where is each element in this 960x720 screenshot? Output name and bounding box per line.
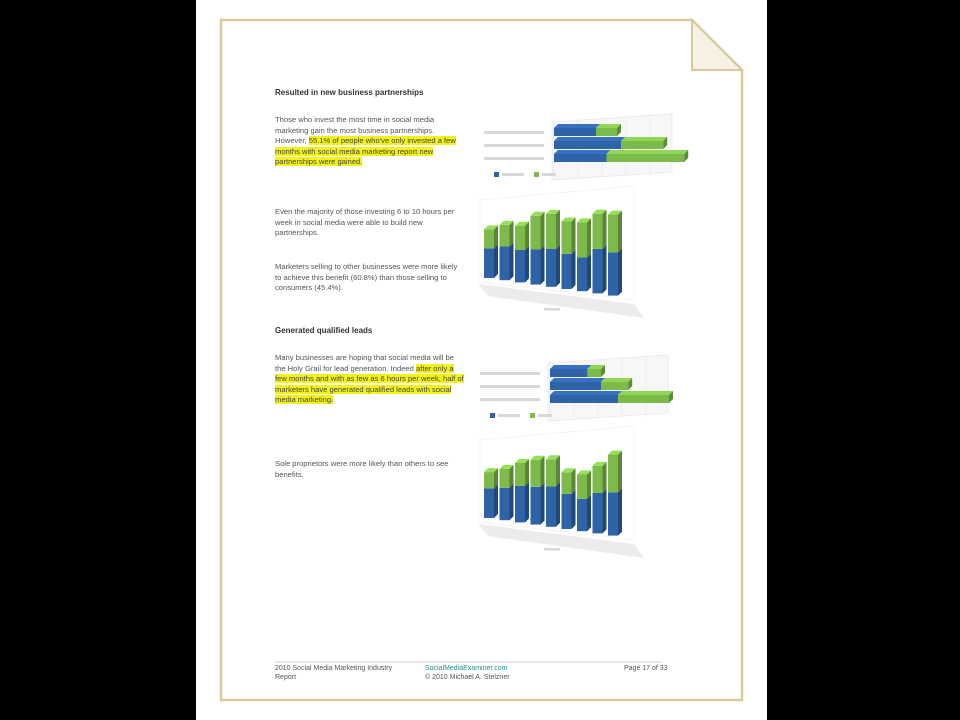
vbar-chart-2-segment: [577, 222, 587, 257]
vbar-chart-4-segment: [500, 488, 510, 520]
vbar-chart-4-segment-side: [618, 488, 622, 535]
vbar-chart-2-segment: [608, 215, 618, 253]
hbar-chart-3-legend-label-2: [538, 414, 552, 417]
vbar-chart-4-segment-side: [525, 482, 529, 522]
vbar-chart-2-segment-side: [541, 246, 545, 285]
hbar-chart-1-legend-swatch-1: [494, 172, 499, 177]
section1-p1-text: Those who invest the most time in social media marketing gain the most business partnerships. However,: [275, 115, 435, 146]
hbar-chart-3-bar-top: [550, 378, 605, 382]
vbar-chart-4-segment-side: [618, 451, 622, 493]
vbar-chart-2-segment-side: [603, 210, 607, 249]
hbar-chart-1-category-label: [484, 157, 544, 160]
vbar-chart-2-segment: [562, 222, 572, 254]
vbar-chart-4-segment-side: [603, 489, 607, 534]
vbar-chart-4-segment: [531, 460, 541, 487]
vbar-chart-2-segment-side: [556, 245, 560, 287]
vbar-chart-4-segment: [515, 486, 525, 522]
section2-paragraph-2: Sole proprietors were more likely than others to see benefits.: [275, 459, 449, 479]
hbar-chart-1-bar: [607, 154, 685, 162]
vbar-chart-4-segment: [484, 488, 494, 518]
hbar-chart-1-bar: [596, 128, 617, 136]
vbar-chart-2-segment: [500, 225, 510, 247]
vbar-chart-4-segment: [531, 487, 541, 525]
hbar-chart-3-category-label: [480, 372, 540, 375]
vbar-chart-4-segment: [593, 466, 603, 493]
vbar-chart-2-segment: [515, 226, 525, 250]
hbar-chart-3-bar: [618, 395, 669, 403]
section1-p1-highlight: 55.1% of people who've only invested a few months with social media marketing report new partnerships were gained.: [275, 136, 456, 167]
vbar-chart-4-segment-side: [525, 459, 529, 486]
vbar-chart-4-segment-side: [556, 455, 560, 486]
vbar-chart-2-segment-side: [510, 221, 514, 247]
footer-copyright: © 2010 Michael A. Stelzner: [425, 674, 510, 681]
hbar-chart-1-bar: [621, 141, 663, 149]
hbar-chart-3-bar-top: [550, 365, 591, 369]
vbar-chart-2-segment: [515, 250, 525, 282]
vbar-chart-4-axis-label: [544, 548, 560, 551]
vbar-chart-4-segment-side: [603, 462, 607, 493]
vbar-chart-4-segment-side: [510, 465, 514, 488]
section2-heading: Generated qualified leads: [275, 326, 373, 335]
hbar-chart-3-legend-swatch-2: [530, 413, 535, 418]
vbar-chart-4-segment: [500, 469, 510, 488]
charts-layer: [196, 0, 767, 720]
hbar-chart-3-legend-swatch-1: [490, 413, 495, 418]
footer-report-title: 2010 Social Media Marketing Industry Report: [275, 665, 393, 681]
vbar-chart-2-segment-side: [494, 244, 498, 278]
vbar-chart-4-segment-side: [494, 484, 498, 518]
vbar-chart-2-segment-side: [603, 245, 607, 294]
hbar-chart-3-bar: [550, 369, 587, 377]
vbar-chart-4-segment-side: [572, 490, 576, 529]
hbar-chart-3-legend-label-1: [498, 414, 520, 417]
hbar-chart-1-bar: [554, 128, 596, 136]
vbar-chart-2-segment: [484, 229, 494, 248]
vbar-chart-4-segment: [562, 472, 572, 494]
vbar-chart-2-segment: [608, 252, 618, 295]
vbar-chart-4-segment: [515, 463, 525, 486]
hbar-chart-1-legend-label-2: [542, 173, 556, 176]
hbar-chart-1-bar-top: [554, 137, 625, 141]
vbar-chart-4-segment-side: [587, 471, 591, 499]
hbar-chart-1-legend-swatch-2: [534, 172, 539, 177]
hbar-chart-1-bar-top: [596, 124, 621, 128]
vbar-chart-2-segment-side: [525, 246, 529, 282]
vbar-chart-4-segment: [593, 493, 603, 534]
vbar-chart-2-segment: [531, 250, 541, 285]
vbar-chart-4-segment: [577, 475, 587, 499]
hbar-chart-1-bar: [554, 154, 607, 162]
vbar-chart-2-segment-side: [572, 218, 576, 254]
vbar-chart-2-segment-side: [541, 212, 545, 250]
vbar-chart-2-axis-label: [544, 308, 560, 311]
section1-heading: Resulted in new business partnerships: [275, 88, 424, 97]
vbar-chart-4-segment-side: [510, 484, 514, 520]
hbar-chart-1-category-label: [484, 131, 544, 134]
vbar-chart-2-segment: [546, 214, 556, 249]
vbar-chart-4-segment: [577, 499, 587, 531]
vbar-chart-2-segment-side: [556, 210, 560, 249]
vbar-chart-4-segment-side: [556, 482, 560, 527]
hbar-chart-1-bar: [554, 141, 621, 149]
vbar-chart-2-segment: [546, 249, 556, 287]
section2-p1-text: Many businesses are hoping that social media will be the Holy Grail for lead generation. Indeed: [275, 353, 454, 373]
vbar-chart-2-segment: [593, 249, 603, 294]
vbar-chart-2-segment: [577, 257, 587, 291]
vbar-chart-4-segment: [608, 455, 618, 493]
vbar-chart-2-segment: [562, 254, 572, 289]
vbar-chart-2-segment-side: [494, 225, 498, 248]
vbar-chart-4-segment-side: [541, 483, 545, 525]
hbar-chart-3-bar: [601, 382, 628, 390]
vbar-chart-4-segment: [484, 472, 494, 488]
hbar-chart-3-bar: [550, 395, 618, 403]
vbar-chart-4-segment: [546, 486, 556, 527]
hbar-chart-3-bar-top: [618, 391, 673, 395]
hbar-chart-1-category-label: [484, 144, 544, 147]
footer-site-link[interactable]: SocialMediaExaminer.com: [425, 665, 508, 672]
vbar-chart-2-segment-side: [510, 242, 514, 280]
section1-paragraph-2: Even the majority of those investing 6 to 10 hours per week in social media were able to build new partnerships.: [275, 207, 455, 238]
hbar-chart-3-category-label: [480, 385, 540, 388]
vbar-chart-2-segment-side: [572, 250, 576, 289]
section2-p1-highlight: after only a few months and with as few as 6 hours per week, half of marketers have generated qualified leads with social media marketing.: [275, 363, 464, 405]
document-page: [196, 0, 767, 720]
vbar-chart-2-segment: [500, 246, 510, 280]
footer-page-number: Page 17 of 33: [624, 665, 668, 672]
hbar-chart-1-legend-label-1: [502, 173, 524, 176]
hbar-chart-3-bar: [587, 369, 601, 377]
vbar-chart-4-segment: [562, 494, 572, 529]
vbar-chart-2-segment: [484, 248, 494, 278]
vbar-chart-4-segment-side: [587, 495, 591, 531]
vbar-chart-2-segment: [531, 216, 541, 250]
hbar-chart-1-bar-top: [554, 150, 611, 154]
vbar-chart-2-segment-side: [618, 248, 622, 295]
hbar-chart-1-bar-top: [554, 124, 600, 128]
vbar-chart-4-segment-side: [572, 468, 576, 494]
vbar-chart-2-segment-side: [587, 253, 591, 291]
hbar-chart-3-bar-top: [550, 391, 622, 395]
hbar-chart-3-category-label: [480, 398, 540, 401]
hbar-chart-1-bar-top: [621, 137, 667, 141]
hbar-chart-3-bar-top: [601, 378, 632, 382]
hbar-chart-1-bar-top: [607, 150, 689, 154]
vbar-chart-2-segment-side: [587, 218, 591, 257]
vbar-chart-4-segment-side: [541, 456, 545, 487]
vbar-chart-2-segment-side: [618, 211, 622, 253]
vbar-chart-4-segment: [608, 492, 618, 535]
vbar-chart-4-segment: [546, 459, 556, 486]
section1-paragraph-3: Marketers selling to other businesses were more likely to achieve this benefit (60.8%) than those selling to consumers (45.4%).: [275, 262, 458, 293]
hbar-chart-3-bar: [550, 382, 601, 390]
vbar-chart-2-segment: [593, 214, 603, 249]
vbar-chart-2-segment-side: [525, 222, 529, 250]
